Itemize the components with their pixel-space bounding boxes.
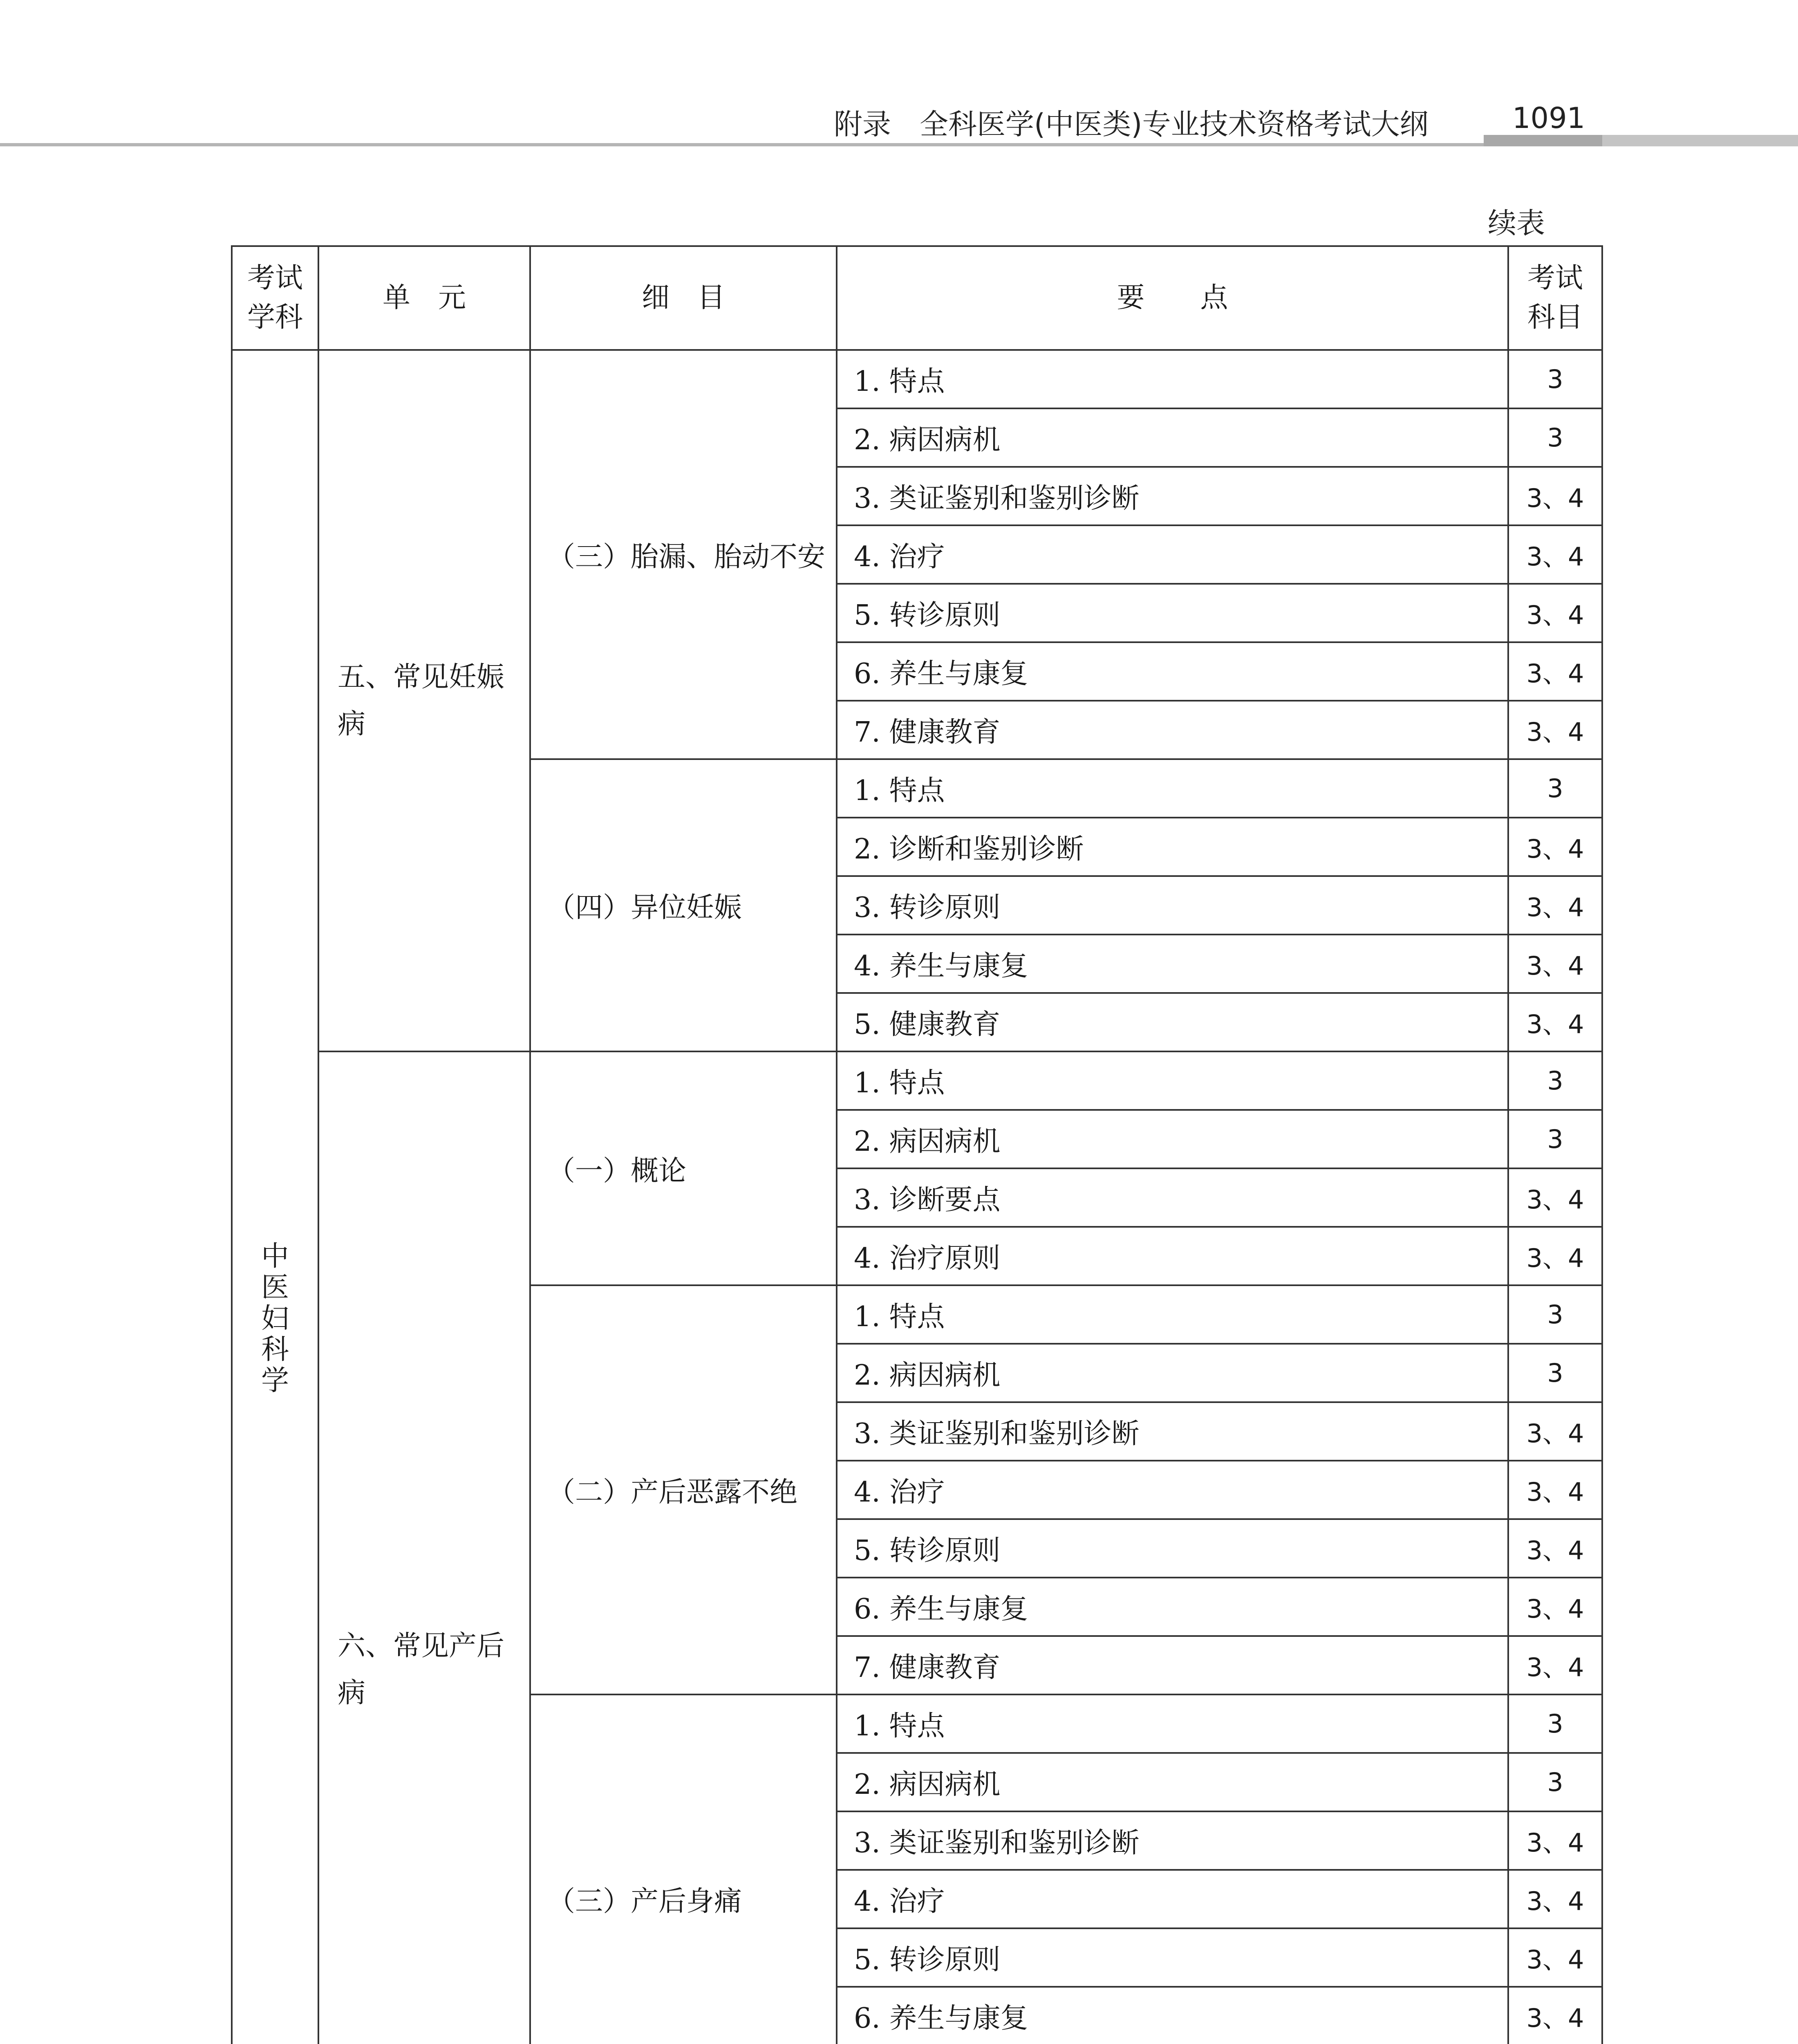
point-cell: 7. 健康教育 [837,701,1508,759]
point-cell: 4. 治疗 [837,525,1508,584]
point-cell: 2. 诊断和鉴别诊断 [837,818,1508,876]
exam-subject-cell: 3 [1508,1051,1602,1110]
point-cell: 5. 转诊原则 [837,1928,1508,1987]
point-cell: 5. 转诊原则 [837,1519,1508,1578]
header-exam-subject-text: 考试科目 [1527,262,1583,334]
exam-subject-cell: 3、4 [1508,993,1602,1051]
exam-subject-cell: 3、4 [1508,1811,1602,1870]
exam-subject-cell: 3 [1508,1344,1602,1402]
page-header [0,90,1798,151]
point-cell: 3. 类证鉴别和鉴别诊断 [837,467,1508,525]
exam-subject-cell: 3、4 [1508,1987,1602,2044]
point-cell: 1. 特点 [837,1285,1508,1344]
point-cell: 3. 诊断要点 [837,1168,1508,1227]
unit-cell: 五、常见妊娠病 [318,350,530,1051]
point-cell: 4. 养生与康复 [837,935,1508,993]
exam-subject-cell: 3、4 [1508,1578,1602,1636]
header-subject-text: 考试学科 [247,262,303,334]
header-subject [232,246,318,350]
header-detail: 细 目 [530,246,837,350]
exam-subject-cell: 3、4 [1508,1461,1602,1519]
exam-subject-cell: 3、4 [1508,525,1602,584]
detail-cell: （三）产后身痛 [530,1694,837,2044]
point-cell: 3. 类证鉴别和鉴别诊断 [837,1402,1508,1461]
point-cell: 3. 类证鉴别和鉴别诊断 [837,1811,1508,1870]
exam-subject-cell: 3、4 [1508,876,1602,935]
exam-subject-cell: 3、4 [1508,701,1602,759]
point-cell: 5. 健康教育 [837,993,1508,1051]
exam-subject-cell: 3、4 [1508,1402,1602,1461]
exam-subject-cell: 3、4 [1508,1519,1602,1578]
table-body [232,350,1602,2044]
syllabus-table [231,245,1603,2044]
point-cell: 1. 特点 [837,1051,1508,1110]
exam-subject-cell: 3、4 [1508,584,1602,642]
unit-cell: 六、常见产后病 [318,1051,530,2044]
exam-subject-cell: 3 [1508,759,1602,818]
table-header-row [232,246,1602,350]
table-row [232,350,1602,408]
point-cell: 2. 病因病机 [837,1753,1508,1811]
detail-cell: （二）产后恶露不绝 [530,1285,837,1694]
header-accent-bar-dark [1484,135,1602,146]
detail-cell: （四）异位妊娠 [530,759,837,1051]
exam-subject-cell: 3、4 [1508,1636,1602,1694]
detail-cell: （三）胎漏、胎动不安 [530,350,837,759]
exam-subject-cell: 3 [1508,408,1602,467]
detail-cell: （一）概论 [530,1051,837,1285]
exam-subject-cell: 3、4 [1508,1928,1602,1987]
exam-subject-cell: 3、4 [1508,467,1602,525]
point-cell: 1. 特点 [837,1694,1508,1753]
point-cell: 6. 养生与康复 [837,1987,1508,2044]
point-cell: 6. 养生与康复 [837,1578,1508,1636]
point-cell: 1. 特点 [837,759,1508,818]
point-cell: 5. 转诊原则 [837,584,1508,642]
point-cell: 1. 特点 [837,350,1508,408]
exam-subject-cell: 3、4 [1508,1870,1602,1928]
header-title: 附录 全科医学(中医类)专业技术资格考试大纲 [834,108,1429,141]
point-cell: 6. 养生与康复 [837,642,1508,701]
exam-subject-cell: 3 [1508,1285,1602,1344]
page-number: 1091 [1512,101,1585,135]
exam-subject-cell: 3、4 [1508,935,1602,993]
exam-subject-cell: 3 [1508,1753,1602,1811]
exam-subject-cell: 3、4 [1508,1168,1602,1227]
exam-subject-cell: 3 [1508,1694,1602,1753]
point-cell: 2. 病因病机 [837,1344,1508,1402]
header-points: 要 点 [837,246,1508,350]
exam-subject-cell: 3 [1508,1110,1602,1168]
subject-label: 中医妇科学 [261,1240,289,1397]
exam-subject-cell: 3、4 [1508,1227,1602,1285]
point-cell: 4. 治疗 [837,1461,1508,1519]
exam-subject-cell: 3、4 [1508,818,1602,876]
exam-subject-cell: 3、4 [1508,642,1602,701]
exam-subject-cell: 3 [1508,350,1602,408]
header-unit: 单 元 [318,246,530,350]
header-exam-subject [1508,246,1602,350]
continued-label: 续表 [1488,206,1545,240]
point-cell: 7. 健康教育 [837,1636,1508,1694]
point-cell: 4. 治疗 [837,1870,1508,1928]
subject-cell [232,350,318,2044]
point-cell: 3. 转诊原则 [837,876,1508,935]
table-row [232,1051,1602,1110]
point-cell: 4. 治疗原则 [837,1227,1508,1285]
point-cell: 2. 病因病机 [837,1110,1508,1168]
point-cell: 2. 病因病机 [837,408,1508,467]
